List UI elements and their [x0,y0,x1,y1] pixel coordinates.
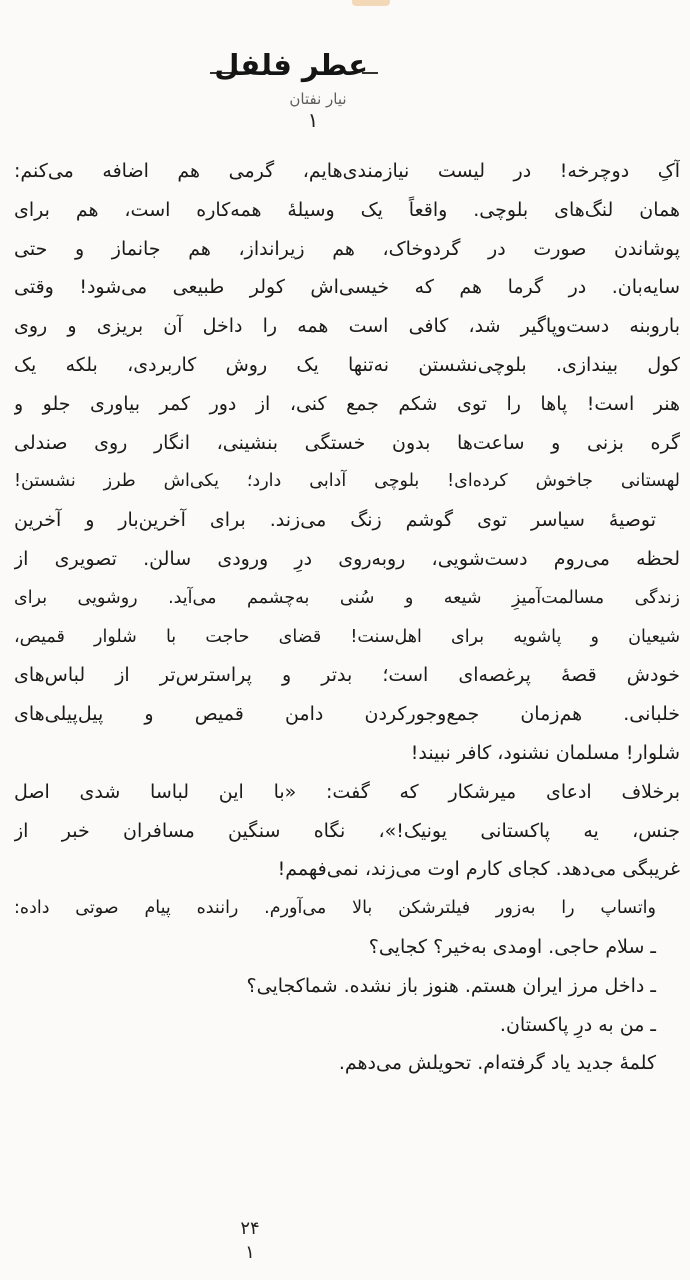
text-line: غریبگی می‌دهد. کجای کارم اوت می‌زند، نمی‌فهمم! [277,858,680,881]
page-number-sub: ۱ [245,1242,255,1263]
text-line: شیعیان و پاشویه برای اهل‌سنت! قضای حاجت با شلوار قمیص، [14,626,680,647]
text-line: لحظه می‌روم دست‌شویی، روبه‌روی درِ ورودی سالن. تصویری از [14,547,680,570]
book-title: عطر فلفل [214,48,368,82]
text-line: باروبنه دست‌وپاگیر شد، کافی است همه را داخل آن بریزی و روی [14,315,680,338]
chapter-header [208,40,378,160]
text-line: شلوار! مسلمان نشنود، کافر نبیند! [410,741,680,764]
text-line: کلمهٔ جدید یاد گرفته‌ام. تحویلش می‌دهم. [338,1052,656,1075]
text-line: برخلاف ادعای میرشکار که گفت: «با این لباسا شدی اصل [14,780,680,803]
text-line: همان لنگ‌های بلوچی. واقعاً یک وسیلهٔ همه‌کاره است، هم برای [14,198,680,221]
author-name: نیار نفتان [289,90,347,108]
dialogue-line: ـ من به درِ پاکستان. [499,1013,656,1036]
text-line: آکِ دوچرخه! در لیست نیازمندی‌هایم، گرمی هم اضافه می‌کنم: [14,160,680,182]
text-line: لهستانی جاخوش کرده‌ای! بلوچی آدابی دارد؛ یکی‌اش طرز نشستن! [14,471,680,492]
text-line: واتساپ را به‌زور فیلترشکن بالا می‌آورم. راننده پیام صوتی داده: [14,898,656,919]
text-line: گره بزنی و ساعت‌ها بدون خستگی بنشینی، انگار روی صندلی [14,431,680,454]
chapter-number: ۱ [307,108,319,132]
dialogue-line: ـ داخل مرز ایران هستم. هنوز باز نشده. شماکجایی؟ [246,974,656,997]
text-line: پوشاندن صورت در گردوخاک، هم زیرانداز، هم جانماز و حتی [14,237,680,260]
text-line: جنس، یه پاکستانی یونیک!»، نگاه سنگین مسافران خبر از [14,819,680,842]
text-line: زندگی مسالمت‌آمیزِ شیعه و سُنی به‌چشمم می‌آید. روشویی برای [14,587,680,608]
body-text [14,152,680,1083]
dialogue-line: ـ سلام حاجی. اومدی به‌خیر؟ کجایی؟ [368,935,656,958]
text-line: توصیهٔ سیاسر توی گوشم زنگ می‌زند. برای آخرین‌بار و آخرین [14,509,656,532]
text-line: سایه‌بان. در گرما هم که خیسی‌اش کولر طبیعی می‌شود! وقتی [14,276,680,299]
page-edge-mark [352,0,390,6]
page-number: ۲۴ [240,1218,260,1239]
text-line: خودش قصهٔ پرغصه‌ای است؛ بدتر و پراسترس‌تر از لباس‌های [14,664,680,687]
text-line: کول بیندازی. بلوچی‌نشستن نه‌تنها یک روش کاربردی، بلکه یک [14,353,680,376]
text-line: خلبانی. هم‌زمان جمع‌وجورکردن دامن قمیص و پیل‌پیلی‌های [14,703,680,726]
text-line: هنر است! پاها را توی شکم جمع کنی، از دور کمر بیاوری جلو و [14,392,680,415]
